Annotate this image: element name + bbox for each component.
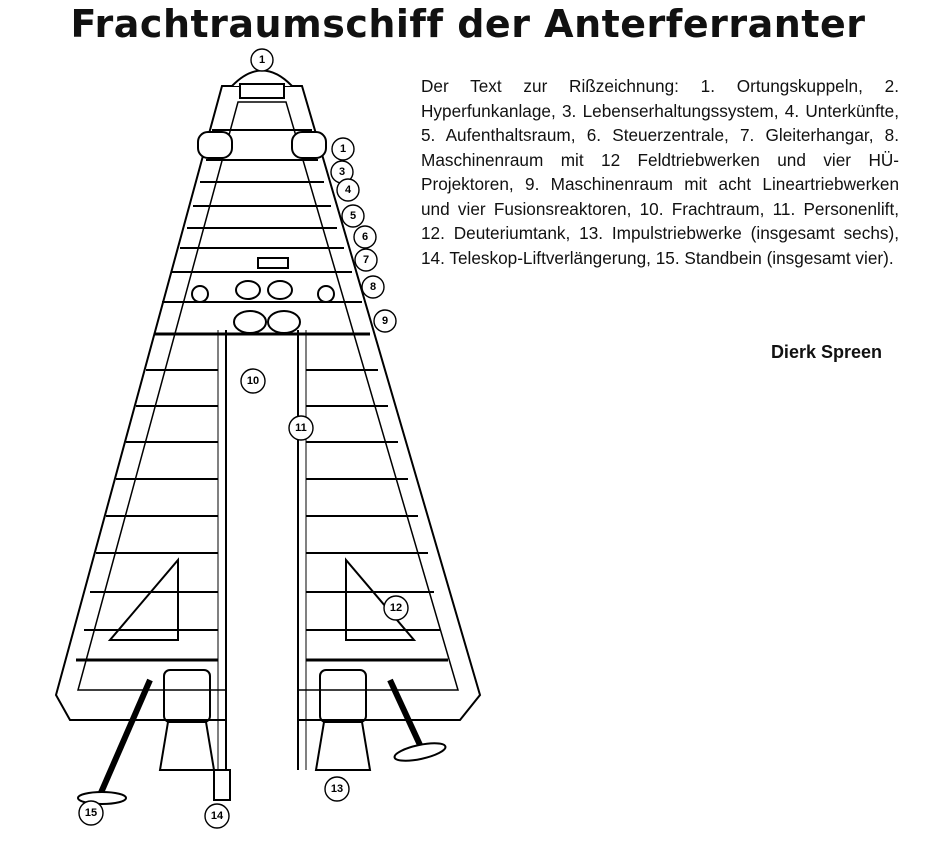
callout-marker — [384, 596, 408, 620]
caption-text: Der Text zur Rißzeichnung: 1. Ortungskuppeln, 2. Hyperfunkanlage, 3. Lebenserhaltungssystem, 4. Unterkünfte, 5. Aufenthaltsraum, 6. Steuerzentrale, 7. Gleiterhangar, 8. Maschinenraum mit 12 Feldtriebwerken und vier HÜ-Projektoren, 9. Maschinenraum mit acht Lineartriebwerken und vier Fusionsreaktoren, 10. Frachtraum, 11. Personenlift, 12. Deuteriumtank, 13. Impulstriebwerke (insgesamt sechs), 14. Teleskop-Liftverlängerung, 15. Standbein (insgesamt vier). — [421, 76, 899, 268]
svg-text:15: 15 — [84, 807, 98, 819]
svg-text:9: 9 — [381, 315, 389, 327]
callout-marker — [374, 310, 396, 332]
callout-marker — [354, 226, 376, 248]
svg-text:4: 4 — [344, 184, 352, 196]
callout-marker — [205, 804, 229, 828]
callout-marker — [355, 249, 377, 271]
callout-marker — [251, 49, 273, 71]
callout-marker — [362, 276, 384, 298]
svg-text:5: 5 — [349, 210, 357, 222]
callout-marker — [325, 777, 349, 801]
ship-hull — [56, 71, 480, 805]
svg-text:7: 7 — [362, 254, 370, 266]
svg-text:3: 3 — [338, 166, 346, 178]
svg-text:12: 12 — [389, 602, 403, 614]
callout-marker — [337, 179, 359, 201]
author-credit: Dierk Spreen — [770, 342, 882, 362]
svg-text:10: 10 — [246, 375, 260, 387]
article-title: Frachtraumschiff der Anterferranter — [70, 2, 866, 46]
callout-marker — [342, 205, 364, 227]
svg-text:13: 13 — [330, 783, 344, 795]
callout-marker — [241, 369, 265, 393]
callout-marker — [332, 138, 354, 160]
callout-marker — [289, 416, 313, 440]
svg-text:14: 14 — [210, 810, 224, 822]
svg-text:8: 8 — [369, 281, 377, 293]
svg-text:6: 6 — [361, 231, 369, 243]
callout-marker — [79, 801, 103, 825]
svg-text:1: 1 — [258, 54, 266, 66]
svg-text:11: 11 — [295, 422, 307, 434]
svg-text:1: 1 — [339, 143, 347, 155]
